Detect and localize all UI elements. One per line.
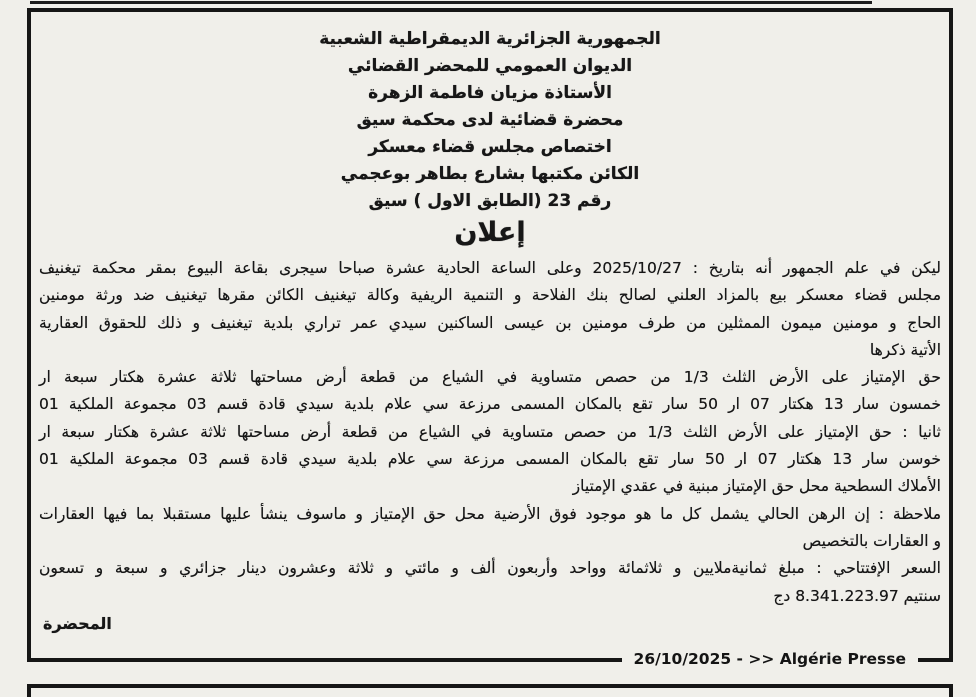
notice-body-line: ثانيا : حق الإمتياز على الأرض الثلث 1/3 من حصص متساوية في الشياع من قطعة أرض مساحتها ثلاثة عشرة هكتار سبعة ار	[39, 422, 941, 441]
notice-header-line: رقم 23 (الطابق الاول ) سيق	[368, 191, 612, 211]
previous-frame-border	[30, 1, 872, 4]
press-date-stamp: 26/10/2025 - >> Algérie Presse	[622, 647, 918, 671]
notice-body-line: و العقارات بالتخصيص	[802, 531, 941, 550]
notice-header-line: الكائن مكتبها بشارع بطاهر بوعجمي	[340, 164, 640, 184]
notice-header	[39, 26, 941, 215]
notice-body-line: خوسن سار 13 هكتار 07 ار 50 سار تقع بالمكان المسمى مرزعة سي علام بلدية سيدي قادة قسم 03 مجموعة الملكية 01	[39, 450, 941, 469]
bailiff-signature-label: المحضرة	[43, 613, 112, 633]
notice-body-line: حق الإمتياز على الأرض الثلث 1/3 من حصص متساوية في الشياع من قطعة أرض مساحتها ثلاثة عشرة هكتار سبعة ار	[39, 368, 941, 387]
notice-frame	[27, 8, 953, 662]
notice-body-line: ليكن في علم الجمهور أنه بتاريخ : 2025/10/27 وعلى الساعة الحادية عشرة صباحا سيجرى بقاعة البيوع بمقر محكمة تيغنيف	[39, 259, 941, 277]
notice-header-line: الأستاذة مزيان فاطمة الزهرة	[368, 83, 612, 103]
notice-title: إعلان	[454, 217, 526, 248]
next-frame-border	[27, 684, 953, 697]
notice-body-line: ملاحظة : إن الرهن الحالي يشمل كل ما هو موجود فوق الأرضية محل حق الإمتياز و ماسوف ينشأ عليها مستقبلا بما فيها العقارات	[39, 504, 941, 523]
notice-body-line: الأتية ذكرها	[869, 340, 941, 359]
notice-body-line: خمسون سار 13 هكتار 07 ار 50 سار تقع بالمكان المسمى مرزعة سي علام بلدية سيدي قادة قسم 03 مجموعة الملكية 01	[39, 395, 941, 414]
notice-body-line: السعر الإفتتاحي : مبلغ ثمانيةملايين و ثلاثمائة وواحد وأربعون ألف و مائتي و ثلاثة وعشرون دينار جزائري و سبعة و تسعون	[39, 559, 941, 578]
notice-body-line: الحاج و مومنين ميمون الممثلين من طرف مومنين بن عيسى الساكنين سيدي عمر تراري بلدية تيغنيف و ذلك للحقوق العقارية	[39, 313, 941, 332]
notice-header-line: اختصاص مجلس قضاء معسكر	[368, 137, 612, 157]
notice-header-line: الديوان العمومي للمحضر القضائي	[347, 56, 633, 76]
notice-body-line: مجلس قضاء معسكر بيع بالمزاد العلني لصالح بنك الفلاحة و التنمية الريفية وكالة تيغنيف الكائن مقرها تيغنيف ضد ورثة مومنين	[39, 286, 941, 305]
notice-header-line: محضرة قضائية لدى محكمة سيق	[356, 110, 624, 130]
notice-body	[39, 255, 941, 610]
notice-body-line: سنتيم 8.341.223.97 دج	[773, 586, 941, 605]
notice-header-line: الجمهورية الجزائرية الديمقراطية الشعبية	[319, 29, 661, 49]
notice-body-line: الأملاك السطحية محل حق الإمتياز مبنية في عقدي الإمتياز	[572, 477, 941, 496]
